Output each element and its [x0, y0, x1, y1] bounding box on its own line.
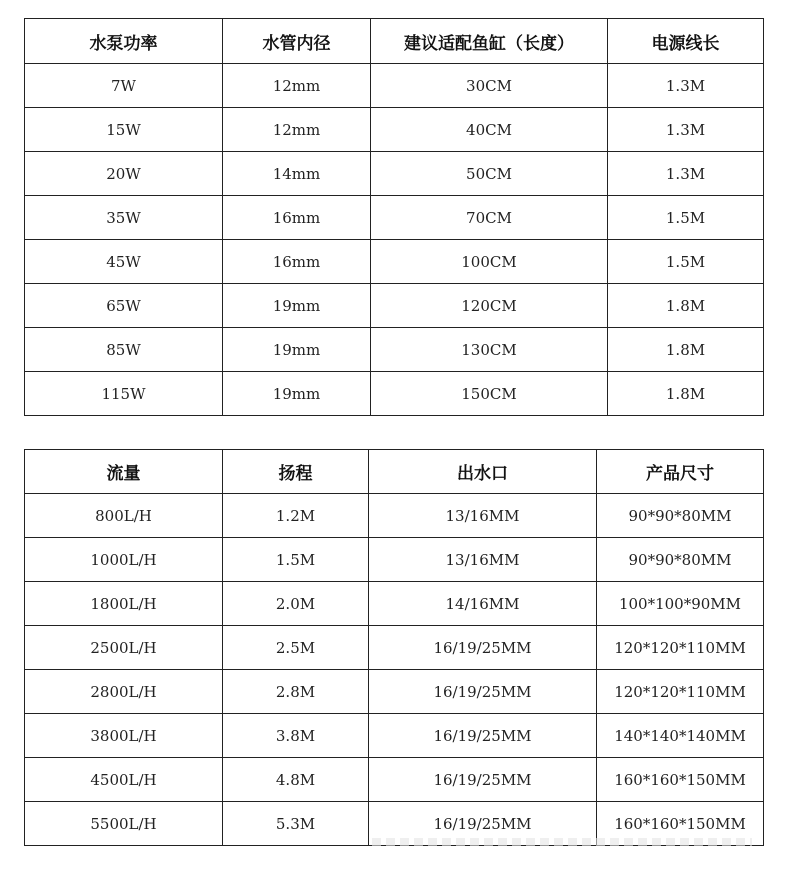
cell-tank-length: 70CM — [371, 196, 608, 240]
table-row — [25, 626, 764, 670]
header-cord-length: 电源线长 — [608, 19, 764, 64]
header-tube-diameter: 水管内径 — [223, 19, 371, 64]
cell-tank-length: 40CM — [371, 108, 608, 152]
cell-head-height: 2.5M — [223, 626, 369, 670]
header-head-height: 扬程 — [223, 450, 369, 494]
cell-head-height: 1.5M — [223, 538, 369, 582]
cell-product-size: 120*120*110MM — [597, 626, 764, 670]
cell-product-size: 90*90*80MM — [597, 494, 764, 538]
cell-outlet: 16/19/25MM — [369, 714, 597, 758]
cell-flow-rate: 2800L/H — [25, 670, 223, 714]
table-row — [25, 758, 764, 802]
header-product-size: 产品尺寸 — [597, 450, 764, 494]
cell-head-height: 4.8M — [223, 758, 369, 802]
cell-tank-length: 50CM — [371, 152, 608, 196]
flow-spec-table — [24, 449, 764, 846]
cell-outlet: 13/16MM — [369, 538, 597, 582]
cell-cord-length: 1.8M — [608, 328, 764, 372]
cell-tube-diameter: 12mm — [223, 108, 371, 152]
cell-tube-diameter: 14mm — [223, 152, 371, 196]
cell-product-size: 160*160*150MM — [597, 802, 764, 846]
header-flow-rate: 流量 — [25, 450, 223, 494]
table-row — [25, 494, 764, 538]
cell-flow-rate: 800L/H — [25, 494, 223, 538]
cell-product-size: 140*140*140MM — [597, 714, 764, 758]
cell-tube-diameter: 16mm — [223, 240, 371, 284]
cell-cord-length: 1.3M — [608, 108, 764, 152]
cell-head-height: 3.8M — [223, 714, 369, 758]
cell-cord-length: 1.3M — [608, 64, 764, 108]
cell-flow-rate: 4500L/H — [25, 758, 223, 802]
cell-flow-rate: 1800L/H — [25, 582, 223, 626]
table-row — [25, 328, 764, 372]
table-row — [25, 108, 764, 152]
header-pump-power: 水泵功率 — [25, 19, 223, 64]
header-row — [25, 19, 764, 64]
cell-cord-length: 1.5M — [608, 240, 764, 284]
pump-spec-table — [24, 18, 764, 416]
cell-cord-length: 1.3M — [608, 152, 764, 196]
cell-tank-length: 100CM — [371, 240, 608, 284]
table-row — [25, 152, 764, 196]
cell-pump-power: 85W — [25, 328, 223, 372]
cell-outlet: 13/16MM — [369, 494, 597, 538]
cell-tube-diameter: 16mm — [223, 196, 371, 240]
header-tank-length: 建议适配鱼缸（长度） — [371, 19, 608, 64]
table-row — [25, 372, 764, 416]
cell-tube-diameter: 19mm — [223, 328, 371, 372]
cell-outlet: 16/19/25MM — [369, 670, 597, 714]
flow-spec-body — [25, 450, 764, 846]
cell-tube-diameter: 19mm — [223, 372, 371, 416]
cell-tube-diameter: 19mm — [223, 284, 371, 328]
cell-head-height: 2.8M — [223, 670, 369, 714]
cell-tank-length: 130CM — [371, 328, 608, 372]
table-row — [25, 240, 764, 284]
cell-product-size: 160*160*150MM — [597, 758, 764, 802]
header-outlet: 出水口 — [369, 450, 597, 494]
cell-product-size: 100*100*90MM — [597, 582, 764, 626]
cell-flow-rate: 1000L/H — [25, 538, 223, 582]
cell-pump-power: 65W — [25, 284, 223, 328]
cell-cord-length: 1.5M — [608, 196, 764, 240]
table-row — [25, 538, 764, 582]
table-row — [25, 196, 764, 240]
cell-outlet: 14/16MM — [369, 582, 597, 626]
header-row — [25, 450, 764, 494]
cell-pump-power: 45W — [25, 240, 223, 284]
cell-product-size: 120*120*110MM — [597, 670, 764, 714]
table-row — [25, 284, 764, 328]
cell-flow-rate: 5500L/H — [25, 802, 223, 846]
cell-pump-power: 115W — [25, 372, 223, 416]
cell-outlet: 16/19/25MM — [369, 626, 597, 670]
cell-pump-power: 15W — [25, 108, 223, 152]
cell-tank-length: 30CM — [371, 64, 608, 108]
table-row — [25, 714, 764, 758]
cell-tube-diameter: 12mm — [223, 64, 371, 108]
cell-pump-power: 35W — [25, 196, 223, 240]
cell-pump-power: 20W — [25, 152, 223, 196]
table-row — [25, 64, 764, 108]
table-row — [25, 670, 764, 714]
cell-flow-rate: 3800L/H — [25, 714, 223, 758]
cell-head-height: 2.0M — [223, 582, 369, 626]
cell-product-size: 90*90*80MM — [597, 538, 764, 582]
table-row — [25, 582, 764, 626]
cell-cord-length: 1.8M — [608, 284, 764, 328]
cell-outlet: 16/19/25MM — [369, 802, 597, 846]
cell-flow-rate: 2500L/H — [25, 626, 223, 670]
faint-watermark — [372, 838, 752, 846]
cell-tank-length: 150CM — [371, 372, 608, 416]
pump-spec-body — [25, 19, 764, 416]
cell-outlet: 16/19/25MM — [369, 758, 597, 802]
cell-pump-power: 7W — [25, 64, 223, 108]
cell-head-height: 1.2M — [223, 494, 369, 538]
cell-cord-length: 1.8M — [608, 372, 764, 416]
cell-head-height: 5.3M — [223, 802, 369, 846]
cell-tank-length: 120CM — [371, 284, 608, 328]
